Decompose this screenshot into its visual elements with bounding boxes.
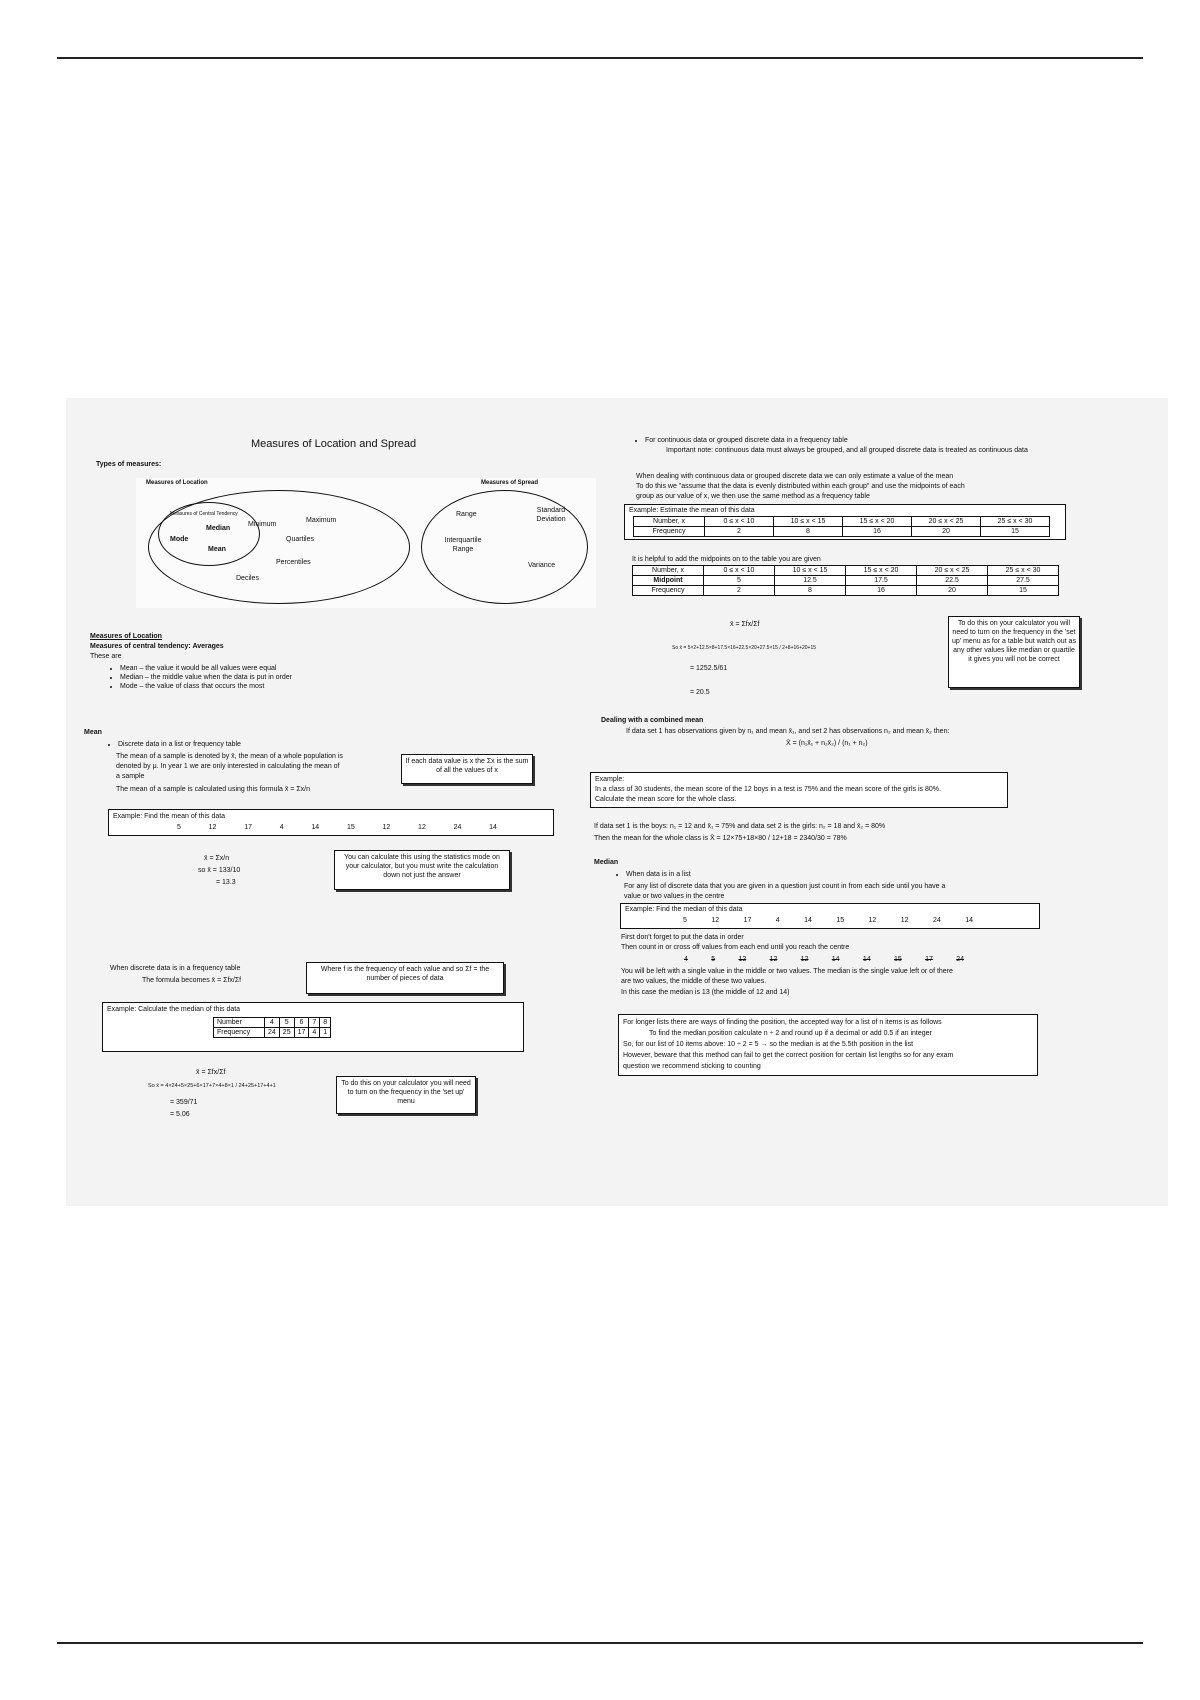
midpoint-table <box>632 565 1059 596</box>
example1-box <box>108 809 554 836</box>
data-value: 5 <box>683 917 687 924</box>
types-heading: Types of measures: <box>96 461 162 468</box>
freq-formula: The formula becomes x̄ = Σfx/Σf <box>142 977 242 984</box>
example5-box <box>620 903 1040 929</box>
data-value: 4 <box>279 824 284 831</box>
table-cell: 8 <box>774 527 843 537</box>
median-bullet-list <box>612 870 691 879</box>
table-cell: 10 ≤ x < 15 <box>775 566 846 576</box>
table-cell: 15 ≤ x < 20 <box>843 517 912 527</box>
top-rule <box>57 57 1143 59</box>
scanned-page <box>66 398 1168 1206</box>
venn-interquartile-range: Interquartile Range <box>444 537 482 553</box>
venn-diagram <box>136 478 596 608</box>
data-value: 17 <box>743 917 752 924</box>
median-text-1: For any list of discrete data that you are given in a question just count in from each side until you have a <box>624 883 946 890</box>
mean-bullet-list <box>104 740 241 749</box>
data-value: 12 <box>208 824 217 831</box>
table-row <box>634 517 1050 527</box>
combined-work-2: Then the mean for the whole class is X̄ = 12×75+18×80 / 12+18 = 2340/30 = 78% <box>594 835 847 842</box>
table-cell: 1 <box>320 1028 331 1038</box>
location-heading: Measures of Location <box>90 633 162 640</box>
venn-spread-label: Measures of Spread <box>481 480 539 486</box>
callout-sum: If each data value is x the Σx is the sum of all the values of x <box>401 754 533 784</box>
venn-quartiles: Quartiles <box>286 536 315 543</box>
example3-box <box>624 504 1066 540</box>
mean-paragraph-1: The mean of a sample is denoted by x̄, the mean of a whole population is <box>116 753 343 760</box>
table-cell: 7 <box>309 1018 320 1028</box>
averages-list <box>106 664 292 691</box>
venn-deciles: Deciles <box>236 575 259 582</box>
data-value: 12 <box>738 956 747 963</box>
venn-standard-deviation: Standard Deviation <box>536 507 566 523</box>
venn-variance: Variance <box>528 562 556 569</box>
estimate-line-1: When dealing with continuous data or grouped discrete data we can only estimate a value of the mean <box>636 473 954 480</box>
data-value: 17 <box>244 824 252 831</box>
mean-heading: Mean <box>84 729 102 736</box>
table-cell: 5 <box>704 576 775 586</box>
continuous-bullet: • For continuous data or grouped discrete data in a frequency table <box>645 436 848 445</box>
table-cell: 15 <box>981 527 1050 537</box>
table-cell: 25 ≤ x < 30 <box>981 517 1050 527</box>
example2-table <box>213 1017 331 1038</box>
example4-text-1: In a class of 30 students, the mean score of the 12 boys in a test is 75% and the mean score of the girls is 80%. <box>595 786 941 793</box>
example4-label: Example: <box>595 776 625 783</box>
table-cell: 22.5 <box>917 576 988 586</box>
table-cell: Frequency <box>634 527 705 537</box>
ex2-work-1: x̄ = Σfx/Σf <box>196 1069 226 1076</box>
data-value: 24 <box>453 824 462 831</box>
table-cell: 20 ≤ x < 25 <box>917 566 988 576</box>
median-heading: Median <box>594 859 619 866</box>
average-item: • Mean – the value it would be all values were equal <box>120 664 292 673</box>
data-value: 4 <box>775 917 780 924</box>
page-title: Measures of Location and Spread <box>251 438 417 450</box>
table-cell: 2 <box>704 586 775 596</box>
table-cell: 0 ≤ x < 10 <box>705 517 774 527</box>
callout-calculator: You can calculate this using the statistics mode on your calculator, but you must write the calculation down not just the answer <box>334 850 510 890</box>
data-value: 14 <box>804 917 812 924</box>
ex2-work-2: So x̄ = 4×24+5×25+6×17+7×4+8×1 / 24+25+17+4+1 <box>148 1083 276 1089</box>
venn-maximum: Maximum <box>306 517 337 524</box>
table-cell: 24 <box>265 1028 280 1038</box>
continuous-bullet-list <box>631 436 848 445</box>
example5-label: Example: Find the median of this data <box>625 906 743 913</box>
ex1-work-2: so x̄ = 133/10 <box>198 867 241 874</box>
data-value: 17 <box>925 956 933 963</box>
data-value: 12 <box>800 956 809 963</box>
table-row <box>634 527 1050 537</box>
example1-label: Example: Find the mean of this data <box>113 813 226 820</box>
example4-text-2: Calculate the mean score for the whole class. <box>595 796 737 803</box>
example5-values <box>683 916 973 925</box>
table-row <box>633 576 1059 586</box>
data-value: 4 <box>684 956 688 963</box>
ex3-work-4: = 20.5 <box>690 689 710 696</box>
table-cell: 27.5 <box>988 576 1059 586</box>
mean-bullet: • Discrete data in a list or frequency table <box>118 740 241 749</box>
table-row <box>214 1018 331 1028</box>
mean-paragraph-2: denoted by μ. In year 1 we are only interested in calculating the mean of <box>116 763 340 770</box>
ex1-work-3: = 13.3 <box>216 879 236 886</box>
data-value: 15 <box>893 956 902 963</box>
table-cell: 5 <box>279 1018 294 1028</box>
table-cell: 15 <box>988 586 1059 596</box>
ex3-work-1: x̄ = Σfx/Σf <box>730 621 760 628</box>
table-cell: 2 <box>705 527 774 537</box>
estimate-line-3: group as our value of x, we then use the same method as a frequency table <box>636 493 870 500</box>
table-cell: Frequency <box>214 1028 265 1038</box>
venn-mode: Mode <box>170 536 189 543</box>
table-cell: 0 ≤ x < 10 <box>704 566 775 576</box>
average-item: • Mode – the value of class that occurs the most <box>120 682 292 691</box>
table-cell: 12.5 <box>775 576 846 586</box>
sorted-values <box>684 955 964 964</box>
table-cell: 25 <box>279 1028 294 1038</box>
data-value: 14 <box>862 956 871 963</box>
callout-frequency: Where f is the frequency of each value and so Σf = the number of pieces of data <box>306 962 504 994</box>
median-text-2: value or two values in the centre <box>624 893 725 900</box>
table-cell: 8 <box>320 1018 331 1028</box>
combined-work-1: If data set 1 is the boys: n₁ = 12 and x̄₁ = 75% and data set 2 is the girls: n₂ = 18 and x̄₂ = 80% <box>594 823 886 830</box>
ex3-work-3: = 1252.5/61 <box>690 665 728 672</box>
data-value: 5 <box>177 824 181 831</box>
combined-heading: Dealing with a combined mean <box>601 717 704 724</box>
data-value: 14 <box>831 956 840 963</box>
data-value: 12 <box>769 956 778 963</box>
average-item: • Median – the middle value when the data is put in order <box>120 673 292 682</box>
table-cell: 20 <box>912 527 981 537</box>
median-step-5: In this case the median is 13 (the middle of 12 and 14) <box>621 989 790 996</box>
data-value: 24 <box>956 956 964 963</box>
table-row <box>214 1028 331 1038</box>
bottom-rule <box>57 1642 1143 1644</box>
median-step-3: You will be left with a single value in the middle or two values. The median is the single value left or of there <box>621 968 953 975</box>
example3-label: Example: Estimate the mean of this data <box>629 507 755 514</box>
table-cell: Number, x <box>633 566 704 576</box>
mean-paragraph-3: a sample <box>116 773 145 780</box>
table-cell: 20 <box>917 586 988 596</box>
table-cell: 15 ≤ x < 20 <box>846 566 917 576</box>
callout-setup: To do this on your calculator you will need to turn on the frequency in the 'set up' menu <box>336 1076 476 1114</box>
median-bullet: • When data is in a list <box>626 870 691 879</box>
table-cell: 8 <box>775 586 846 596</box>
example2-label: Example: Calculate the median of this data <box>107 1006 241 1013</box>
example2-box <box>102 1002 524 1052</box>
data-value: 12 <box>418 824 426 831</box>
table-cell: 16 <box>846 586 917 596</box>
venn-percentiles: Percentiles <box>276 559 311 566</box>
example4-box <box>590 772 1008 808</box>
example1-values <box>177 823 497 832</box>
venn-mean: Mean <box>208 546 226 553</box>
data-value: 12 <box>868 917 877 924</box>
venn-median: Median <box>206 525 231 532</box>
venn-central-label: Measures of Central Tendency <box>170 511 238 517</box>
combined-formula: X̄ = (n₁x̄₁ + n₂x̄₂) / (n₁ + n₂) <box>786 740 868 747</box>
median-step-4: are two values, the middle of these two values. <box>621 978 767 985</box>
combined-text: If data set 1 has observations given by n₁ and mean x̄₁, and set 2 has observations n₂ and mean x̄₂ then: <box>626 728 950 735</box>
callout-table-mode: To do this on your calculator you will need to turn on the frequency in the 'set up' menu as for a table but watch out as any other values like median or quartile it gives you will not be correct <box>948 616 1080 688</box>
data-value: 12 <box>900 917 909 924</box>
table-cell: Frequency <box>633 586 704 596</box>
venn-range: Range <box>456 511 477 518</box>
longer-text-3: So, for our list of 10 items above: 10 ÷ 2 = 5 → so the median is at the 5.5th position in the list <box>623 1041 914 1048</box>
table-row <box>633 586 1059 596</box>
ex2-work-3: = 359/71 <box>170 1099 198 1106</box>
important-note: Important note: continuous data must always be grouped, and all grouped discrete data is treated as continuous data <box>666 447 1028 454</box>
data-value: 12 <box>711 917 720 924</box>
data-value: 14 <box>489 824 497 831</box>
table-cell: Number, x <box>634 517 705 527</box>
table-cell: 20 ≤ x < 25 <box>912 517 981 527</box>
table-cell: 17 <box>294 1028 309 1038</box>
mean-formula-line: The mean of a sample is calculated using this formula x̄ = Σx/n <box>116 786 311 793</box>
data-value: 14 <box>965 917 973 924</box>
venn-minimum: Minimum <box>248 521 277 528</box>
freq-intro: When discrete data is in a frequency table <box>110 965 241 972</box>
table-cell: 17.5 <box>846 576 917 586</box>
longer-text-4: However, beware that this method can fail to get the correct position for certain list lengths so for any exam <box>623 1052 954 1059</box>
table-cell: Midpoint <box>633 576 704 586</box>
data-value: 15 <box>346 824 355 831</box>
central-heading: Measures of central tendency: Averages <box>90 643 224 650</box>
data-value: 14 <box>311 824 320 831</box>
table-cell: 4 <box>309 1028 320 1038</box>
example3-table <box>633 516 1050 537</box>
table-cell: 16 <box>843 527 912 537</box>
longer-text-5: question we recommend sticking to counting <box>623 1063 761 1070</box>
venn-location-label: Measures of Location <box>146 480 208 486</box>
table-cell: 25 ≤ x < 30 <box>988 566 1059 576</box>
median-step-1: First don't forget to put the data in order <box>621 934 744 941</box>
table-cell: 4 <box>265 1018 280 1028</box>
data-value: 24 <box>932 917 941 924</box>
ex3-work-2: So x̄ = 5×2+12.5×8+17.5×16+22.5×20+27.5×15 / 2+8+16+20+15 <box>672 645 817 651</box>
ex1-work-1: x̄ = Σx/n <box>204 855 230 862</box>
table-cell: 10 ≤ x < 15 <box>774 517 843 527</box>
median-step-2: Then count in or cross off values from each end until you reach the centre <box>621 944 850 951</box>
ex2-work-4: = 5.06 <box>170 1111 190 1118</box>
data-value: 15 <box>836 917 845 924</box>
estimate-line-2: To do this we "assume that the data is evenly distributed within each group" and use the midpoints of each <box>636 483 965 490</box>
midpoint-hint: It is helpful to add the midpoints on to the table you are given <box>632 556 821 563</box>
data-value: 12 <box>382 824 391 831</box>
longer-lists-box <box>618 1014 1038 1076</box>
table-cell: Number <box>214 1018 265 1028</box>
longer-text-2: To find the median position calculate n ÷ 2 and round up if a decimal or add 0.5 if an integer <box>649 1030 932 1037</box>
table-row <box>633 566 1059 576</box>
table-cell: 6 <box>294 1018 309 1028</box>
data-value: 5 <box>711 956 716 963</box>
longer-text-1: For longer lists there are ways of finding the position, the accepted way for a list of n items is as follows <box>623 1019 942 1026</box>
these-are: These are <box>90 653 122 660</box>
